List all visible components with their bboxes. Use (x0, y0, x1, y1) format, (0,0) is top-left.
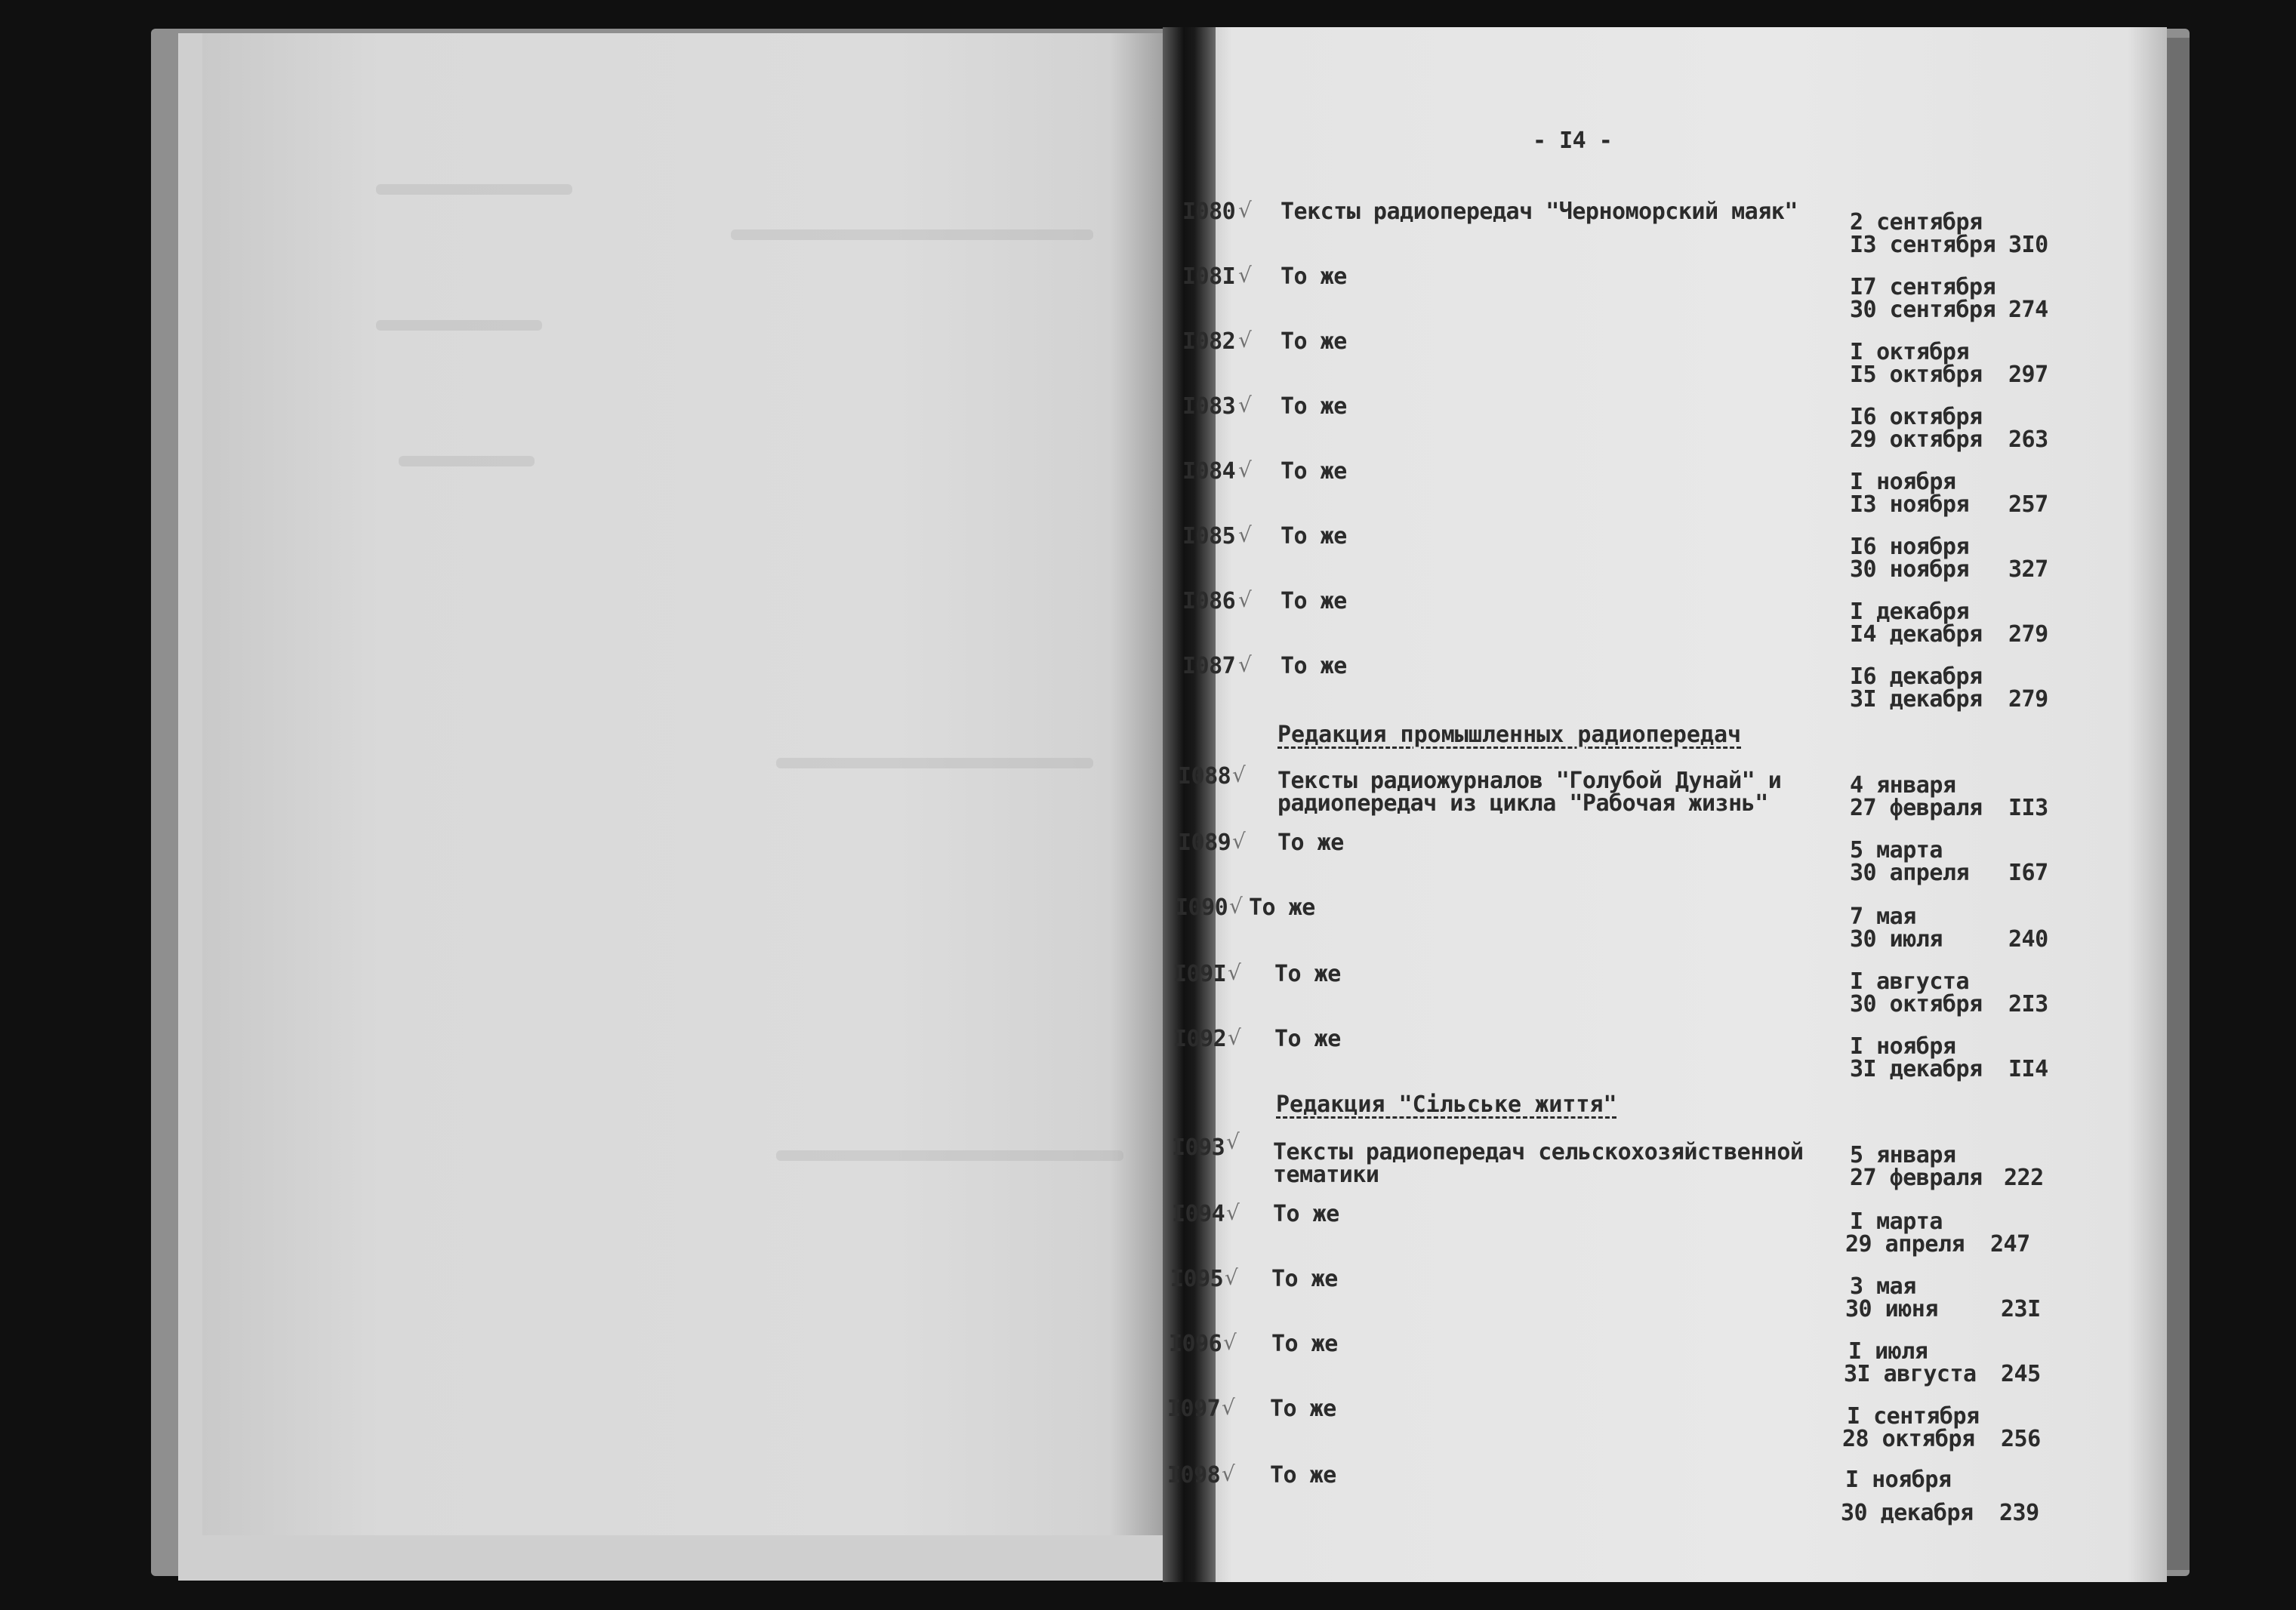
entry-title: То же (1271, 1331, 1338, 1357)
sheet-count: 23I (2001, 1296, 2041, 1322)
date-end: 3I декабря (1850, 686, 1983, 713)
entry-number: I090 (1175, 894, 1228, 921)
sheet-count: II4 (2008, 1056, 2048, 1082)
check-mark-icon: √ (1222, 1461, 1235, 1486)
date-start: I ноября (1850, 469, 1956, 495)
date-start: I сентября (1847, 1403, 1980, 1430)
date-end: I4 декабря (1850, 621, 1983, 648)
entry-number: I098 (1167, 1462, 1221, 1488)
check-mark-icon: √ (1232, 762, 1246, 787)
entry-number: I096 (1169, 1331, 1222, 1357)
entry-title: То же (1277, 830, 1344, 856)
date-end: 3I декабря (1850, 1056, 1983, 1082)
entry-title: То же (1281, 588, 1347, 614)
entry-number: I083 (1182, 393, 1236, 420)
entry-number: I09I (1173, 961, 1227, 987)
section-heading: Редакция промышленных радиопередач (1277, 722, 1742, 748)
check-mark-icon: √ (1225, 1265, 1238, 1290)
entry-title: То же (1281, 523, 1347, 549)
entry-title: Тексты радиопередач сельскохозяйственной тематики (1273, 1139, 1804, 1188)
date-start: 3 мая (1850, 1273, 1916, 1300)
sheet-count: 239 (1999, 1500, 2039, 1526)
section-heading: Редакция "Сільське життя" (1276, 1091, 1617, 1118)
entry-title: То же (1274, 1026, 1341, 1052)
left-page (202, 33, 1188, 1535)
sheet-count: 3I0 (2008, 232, 2048, 258)
entry-number: I085 (1182, 523, 1236, 549)
entry-number: I082 (1182, 328, 1236, 355)
sheet-count: 240 (2008, 926, 2048, 953)
date-end: 30 октября (1850, 991, 1983, 1017)
check-mark-icon: √ (1238, 587, 1252, 612)
right-book-edge (2167, 38, 2190, 1570)
date-start: I7 сентября (1850, 274, 1996, 300)
entry-number: I087 (1182, 653, 1236, 679)
date-start: I ноября (1850, 1033, 1956, 1060)
sheet-count: 245 (2001, 1361, 2041, 1387)
check-mark-icon: √ (1228, 960, 1241, 985)
check-mark-icon: √ (1226, 1200, 1240, 1225)
date-start: I6 октября (1850, 404, 1983, 430)
sheet-count: 327 (2008, 556, 2048, 583)
bleed-through-mark (376, 320, 542, 331)
sheet-count: 297 (2008, 362, 2048, 388)
date-end: 3I августа (1844, 1361, 1977, 1387)
date-end: I3 ноября (1850, 491, 1970, 518)
date-end: 30 ноября (1850, 556, 1970, 583)
entry-title: То же (1281, 458, 1347, 485)
date-start: 5 марта (1850, 837, 1943, 863)
entry-title: То же (1281, 263, 1347, 290)
entry-title: То же (1270, 1396, 1336, 1422)
date-start: I6 декабря (1850, 663, 1983, 690)
entry-title: То же (1273, 1201, 1339, 1227)
entry-title: То же (1274, 961, 1341, 987)
check-mark-icon: √ (1238, 328, 1252, 352)
check-mark-icon: √ (1232, 829, 1246, 854)
date-end: 30 июля (1850, 926, 1943, 953)
date-end: 27 февраля (1850, 795, 1983, 821)
date-start: 5 января (1850, 1142, 1956, 1168)
date-end: 30 июня (1845, 1296, 1938, 1322)
sheet-count: 263 (2008, 426, 2048, 453)
date-start: 2 сентября (1850, 209, 1983, 235)
bleed-through-mark (376, 184, 572, 195)
date-start: I6 ноября (1850, 534, 1970, 560)
check-mark-icon: √ (1238, 522, 1252, 547)
entry-number: I080 (1182, 199, 1236, 225)
date-end: 29 октября (1850, 426, 1983, 453)
entry-number: I08I (1182, 263, 1236, 290)
page-number: - I4 - (1533, 128, 1613, 154)
sheet-count: 257 (2008, 491, 2048, 518)
date-end: I3 сентября (1850, 232, 1996, 258)
date-end: 28 октября (1842, 1426, 1975, 1452)
entry-number: I094 (1172, 1201, 1225, 1227)
date-start: 7 мая (1850, 904, 1916, 930)
date-start: I августа (1850, 968, 1970, 995)
date-end: 30 сентября (1850, 297, 1996, 323)
date-start: I декабря (1850, 599, 1970, 625)
bleed-through-mark (776, 1150, 1123, 1161)
sheet-count: 279 (2008, 686, 2048, 713)
date-start: I октября (1850, 339, 1970, 365)
sheet-count: 2I3 (2008, 991, 2048, 1017)
date-end: I5 октября (1850, 362, 1983, 388)
sheet-count: 279 (2008, 621, 2048, 648)
entry-title: То же (1271, 1266, 1338, 1292)
entry-number: I093 (1172, 1134, 1225, 1161)
date-end: 29 апреля (1845, 1231, 1965, 1258)
entry-number: I092 (1173, 1026, 1227, 1052)
check-mark-icon: √ (1238, 457, 1252, 482)
entry-title: То же (1281, 328, 1347, 355)
entry-title: Тексты радиожурналов "Голубой Дунай" и радиопередач из цикла "Рабочая жизнь" (1277, 768, 1782, 817)
date-start: 4 января (1850, 772, 1956, 799)
check-mark-icon: √ (1222, 1395, 1235, 1420)
sheet-count: II3 (2008, 795, 2048, 821)
sheet-count: I67 (2008, 860, 2048, 886)
check-mark-icon: √ (1229, 894, 1243, 919)
check-mark-icon: √ (1238, 392, 1252, 417)
date-start: I июля (1848, 1338, 1928, 1365)
bleed-through-mark (399, 456, 535, 466)
sheet-count: 247 (1990, 1231, 2030, 1258)
check-mark-icon: √ (1238, 652, 1252, 677)
date-start: I марта (1850, 1208, 1943, 1235)
entry-number: I097 (1167, 1396, 1221, 1422)
date-start: I ноября (1845, 1467, 1952, 1493)
entry-number: I086 (1182, 588, 1236, 614)
bleed-through-mark (731, 229, 1093, 240)
date-end: 30 апреля (1850, 860, 1970, 886)
entry-number: I084 (1182, 458, 1236, 485)
check-mark-icon: √ (1238, 263, 1252, 288)
entry-number: I088 (1178, 763, 1231, 790)
sheet-count: 222 (2004, 1165, 2044, 1191)
entry-title: Тексты радиопередач "Черноморский маяк" (1281, 199, 1798, 225)
check-mark-icon: √ (1226, 1129, 1240, 1154)
entry-title: То же (1249, 894, 1315, 921)
check-mark-icon: √ (1238, 198, 1252, 223)
entry-number: I095 (1170, 1266, 1224, 1292)
sheet-count: 256 (2001, 1426, 2041, 1452)
entry-title: То же (1281, 393, 1347, 420)
entry-number: I089 (1178, 830, 1231, 856)
date-end: 27 февраля (1850, 1165, 1983, 1191)
bleed-through-mark (776, 758, 1093, 768)
entry-title: То же (1281, 653, 1347, 679)
check-mark-icon: √ (1228, 1025, 1241, 1050)
entry-title: То же (1270, 1462, 1336, 1488)
date-end: 30 декабря (1841, 1500, 1974, 1526)
sheet-count: 274 (2008, 297, 2048, 323)
check-mark-icon: √ (1223, 1330, 1237, 1355)
